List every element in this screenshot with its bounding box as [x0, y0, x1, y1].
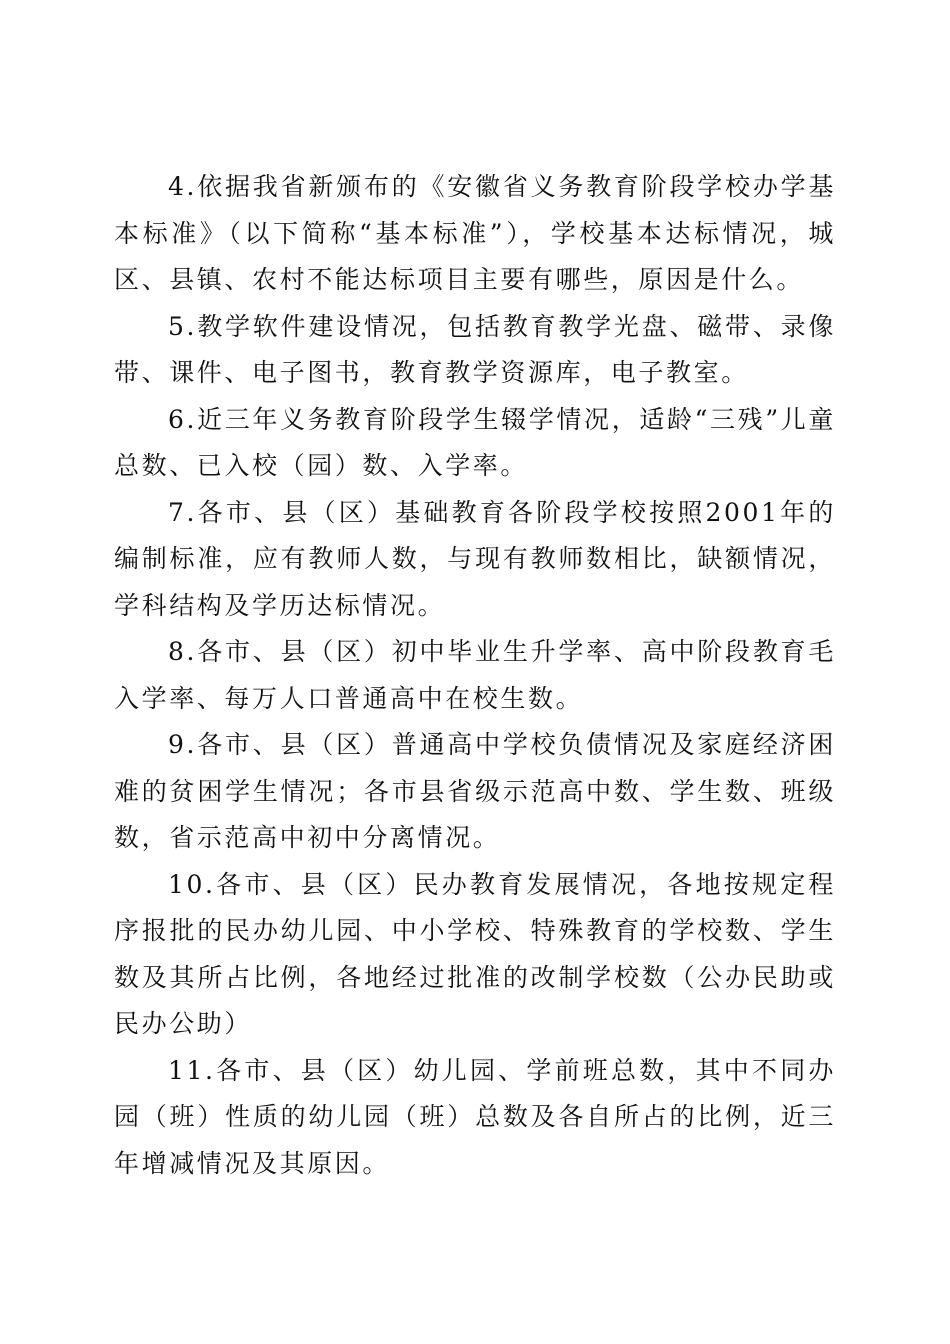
paragraph-item-6: 6.近三年义务教育阶段学生辍学情况，适龄“三残”儿童总数、已入校（园）数、入学率。 [114, 404, 836, 480]
paragraph-item-11: 11.各市、县（区）幼儿园、学前班总数，其中不同办园（班）性质的幼儿园（班）总数及各自所占的比例，近三年增减情况及其原因。 [114, 1055, 836, 1178]
paragraph-item-8: 8.各市、县（区）初中毕业生升学率、高中阶段教育毛入学率、每万人口普通高中在校生数。 [114, 637, 836, 713]
document-page [114, 164, 836, 1187]
paragraph-item-4: 4.依据我省新颁布的《安徽省义务教育阶段学校办学基本标准》（以下简称“基本标准”），学校基本达标情况，城区、县镇、农村不能达标项目主要有哪些，原因是什么。 [114, 172, 836, 294]
paragraph-item-5: 5.教学软件建设情况，包括教育教学光盘、磁带、录像带、课件、电子图书，教育教学资源库，电子教室。 [114, 311, 836, 387]
paragraph-item-9: 9.各市、县（区）普通高中学校负债情况及家庭经济困难的贫困学生情况；各市县省级示范高中数、学生数、班级数，省示范高中初中分离情况。 [114, 730, 836, 852]
paragraph-item-7: 7.各市、县（区）基础教育各阶段学校按照2001年的编制标准，应有教师人数，与现有教师数相比，缺额情况，学科结构及学历达标情况。 [114, 497, 836, 620]
paragraph-item-10: 10.各市、县（区）民办教育发展情况，各地按规定程序报批的民办幼儿园、中小学校、特殊教育的学校数、学生数及其所占比例，各地经过批准的改制学校数（公办民助或民办公助） [114, 869, 836, 1038]
